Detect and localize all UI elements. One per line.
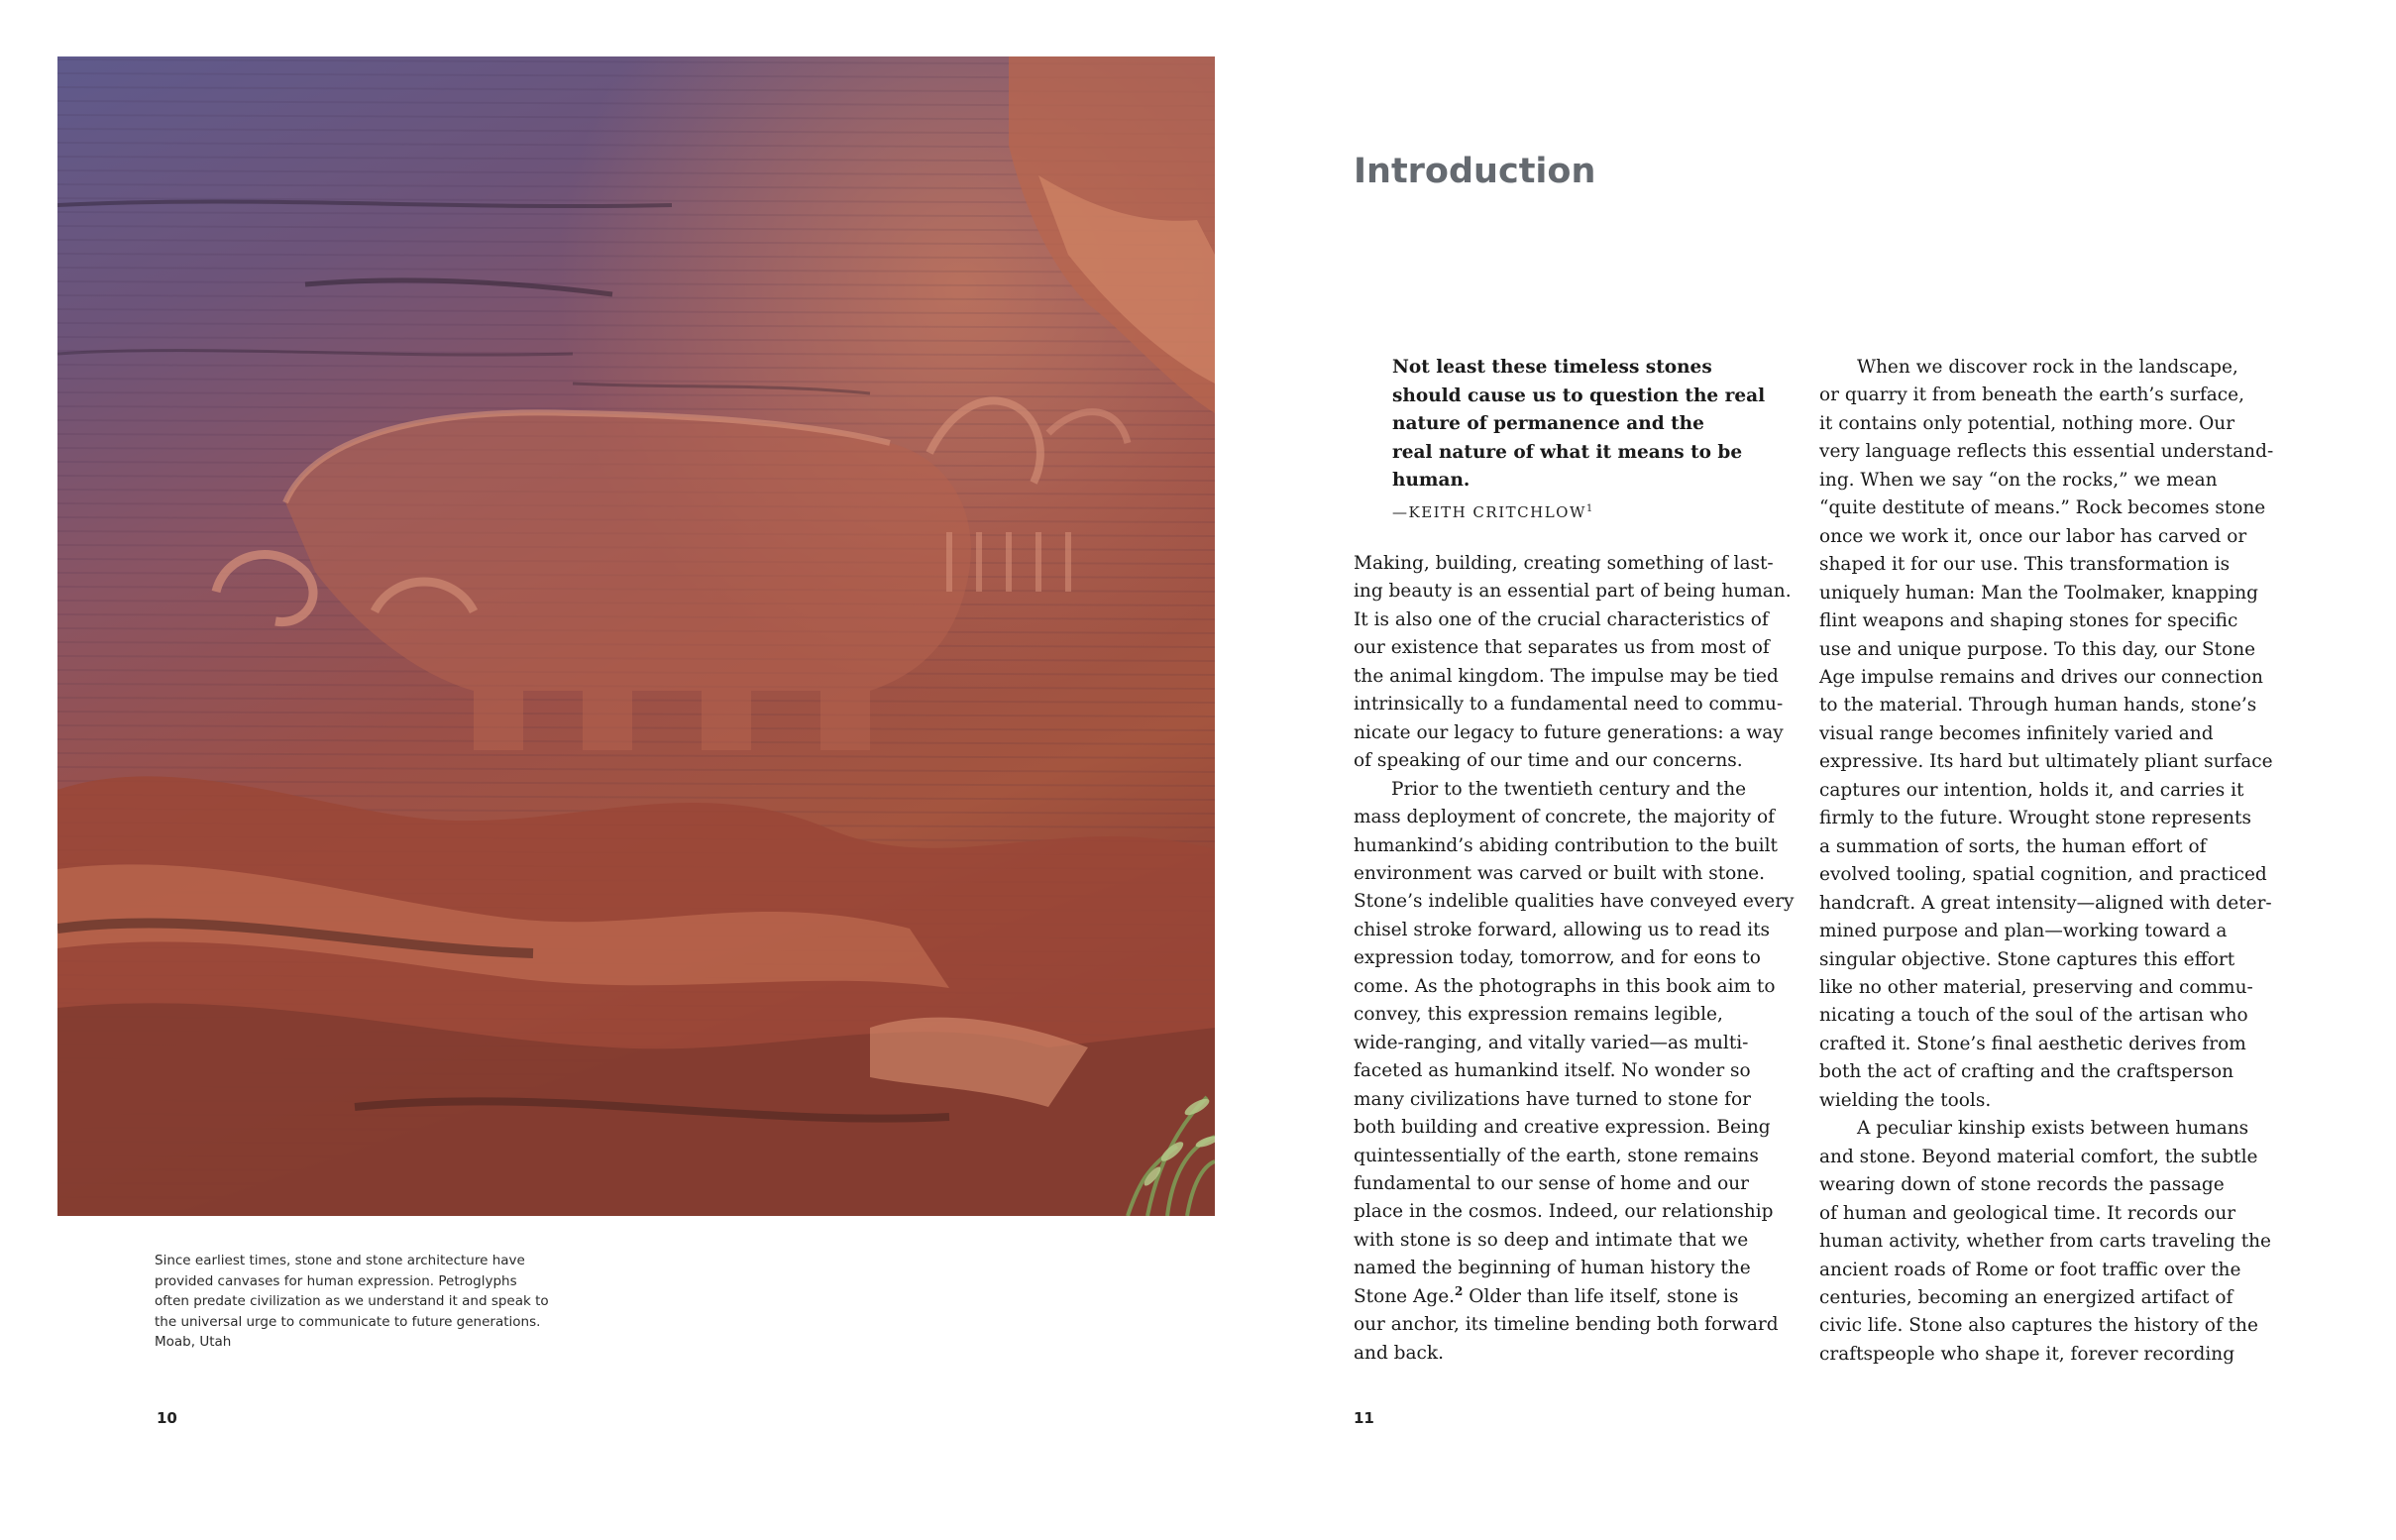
body-line: human activity, whether from carts traveling the bbox=[1819, 1231, 2271, 1253]
epigraph-attribution bbox=[1392, 495, 1769, 527]
body-line: centuries, becoming an energized artifact of bbox=[1819, 1286, 2233, 1308]
body-line: with stone is so deep and intimate that we bbox=[1354, 1229, 1749, 1251]
body-line: and stone. Beyond material comfort, the subtle bbox=[1819, 1146, 2258, 1167]
body-line: ing. When we say “on the rocks,” we mean bbox=[1819, 469, 2218, 491]
epigraph-line: nature of permanence and the bbox=[1392, 413, 1704, 434]
caption-line: Moab, Utah bbox=[155, 1334, 232, 1351]
body-line: uniquely human: Man the Toolmaker, knapping bbox=[1819, 582, 2258, 604]
body-line: faceted as humankind itself. No wonder so bbox=[1354, 1060, 1751, 1082]
epigraph-line: should cause us to question the real bbox=[1392, 385, 1766, 406]
body-line: crafted it. Stone’s final aesthetic derives from bbox=[1819, 1033, 2246, 1054]
body-line: nicating a touch of the soul of the artisan who bbox=[1819, 1005, 2248, 1027]
footnote-marker: 1 bbox=[1585, 502, 1593, 514]
footnote-marker: 2 bbox=[1455, 1283, 1464, 1298]
body-line: Age impulse remains and drives our connection bbox=[1819, 666, 2263, 688]
body-line: once we work it, once our labor has carved or bbox=[1819, 525, 2247, 547]
body-line: nicate our legacy to future generations: a way bbox=[1354, 721, 1784, 743]
body-line: Stone’s indelible qualities have conveyed every bbox=[1354, 891, 1795, 913]
body-line: environment was carved or built with stone. bbox=[1354, 862, 1766, 884]
body-line: ing beauty is an essential part of being human. bbox=[1354, 581, 1792, 603]
body-line: captures our intention, holds it, and carries it bbox=[1819, 779, 2244, 801]
epigraph bbox=[1392, 354, 1769, 526]
body-line: ancient roads of Rome or foot traffic over the bbox=[1819, 1259, 2241, 1280]
body-line: come. As the photographs in this book aim to bbox=[1354, 975, 1776, 997]
page-number-left: 10 bbox=[157, 1409, 177, 1427]
body-line: firmly to the future. Wrought stone represents bbox=[1819, 808, 2251, 829]
body-line: expressive. Its hard but ultimately pliant surface bbox=[1819, 751, 2273, 773]
body-line: fundamental to our sense of home and our bbox=[1354, 1172, 1749, 1194]
body-line: both building and creative expression. Being bbox=[1354, 1117, 1771, 1139]
attribution-name: —KEITH CRITCHLOW bbox=[1392, 502, 1586, 521]
body-line: like no other material, preserving and commu- bbox=[1819, 976, 2253, 998]
body-line: wielding the tools. bbox=[1819, 1089, 1992, 1111]
caption-line: the universal urge to communicate to future generations. bbox=[155, 1313, 541, 1330]
body-line: convey, this expression remains legible, bbox=[1354, 1004, 1723, 1026]
body-column-left bbox=[1354, 550, 1795, 1368]
photo-caption bbox=[155, 1251, 591, 1353]
body-line: shaped it for our use. This transformation is bbox=[1819, 554, 2231, 576]
body-line: quintessentially of the earth, stone remains bbox=[1354, 1145, 1759, 1166]
body-line: intrinsically to a fundamental need to commu- bbox=[1354, 694, 1784, 715]
body-line: It is also one of the crucial characteristics of bbox=[1354, 608, 1769, 630]
page-number-right: 11 bbox=[1354, 1409, 1374, 1427]
body-line: craftspeople who shape it, forever recording bbox=[1819, 1343, 2235, 1365]
body-column-right bbox=[1819, 354, 2274, 1369]
body-line: chisel stroke forward, allowing us to read its bbox=[1354, 919, 1771, 940]
body-line: humankind’s abiding contribution to the built bbox=[1354, 834, 1778, 856]
page-title: Introduction bbox=[1354, 152, 1596, 191]
body-line: use and unique purpose. To this day, our Stone bbox=[1819, 638, 2256, 660]
body-line: and back. bbox=[1354, 1342, 1444, 1364]
body-line: A peculiar kinship exists between humans bbox=[1857, 1118, 2249, 1140]
body-line: to the material. Through human hands, stone’s bbox=[1819, 695, 2257, 716]
body-line: mass deployment of concrete, the majority of bbox=[1354, 807, 1776, 828]
body-line: “quite destitute of means.” Rock becomes stone bbox=[1819, 497, 2266, 519]
body-line: named the beginning of human history the bbox=[1354, 1258, 1751, 1279]
caption-line: Since earliest times, stone and stone architecture have bbox=[155, 1253, 525, 1268]
body-line: it contains only potential, nothing more. Our bbox=[1819, 412, 2235, 434]
body-line-stone-age bbox=[1354, 1283, 1780, 1311]
petroglyph-photo bbox=[57, 56, 1215, 1216]
body-line: singular objective. Stone captures this effort bbox=[1819, 948, 2235, 970]
body-line: of speaking of our time and our concerns. bbox=[1354, 750, 1743, 772]
petroglyph-illustration bbox=[57, 56, 1215, 1216]
body-line: both the act of crafting and the craftsperson bbox=[1819, 1061, 2234, 1083]
body-line: civic life. Stone also captures the history of the bbox=[1819, 1315, 2258, 1337]
body-line: visual range becomes infinitely varied and bbox=[1819, 722, 2214, 744]
body-line: handcraft. A great intensity—aligned with deter- bbox=[1819, 892, 2272, 914]
stone-age-text: Stone Age. bbox=[1354, 1285, 1456, 1307]
body-line: Prior to the twentieth century and the bbox=[1391, 778, 1747, 800]
body-line: evolved tooling, spatial cognition, and practiced bbox=[1819, 864, 2267, 886]
body-line: very language reflects this essential understand- bbox=[1819, 441, 2274, 463]
body-line: or quarry it from beneath the earth’s surface, bbox=[1819, 385, 2244, 406]
body-line: When we discover rock in the landscape, bbox=[1857, 357, 2238, 378]
body-line: our existence that separates us from most of bbox=[1354, 637, 1770, 659]
body-line: Making, building, creating something of last- bbox=[1354, 553, 1774, 574]
body-line: wide-ranging, and vitally varied—as multi- bbox=[1354, 1032, 1749, 1053]
caption-line: often predate civilization as we understand it and speak to bbox=[155, 1293, 549, 1310]
stone-age-tail: Older than life itself, stone is bbox=[1463, 1285, 1739, 1307]
body-line: a summation of sorts, the human effort of bbox=[1819, 835, 2207, 857]
body-line: place in the cosmos. Indeed, our relationship bbox=[1354, 1201, 1774, 1223]
body-line: flint weapons and shaping stones for specific bbox=[1819, 610, 2238, 632]
body-line: mined purpose and plan—working toward a bbox=[1819, 921, 2228, 942]
epigraph-line: Not least these timeless stones bbox=[1392, 357, 1712, 378]
body-line: wearing down of stone records the passage bbox=[1819, 1174, 2225, 1196]
body-line: of human and geological time. It records our bbox=[1819, 1202, 2236, 1224]
body-line: the animal kingdom. The impulse may be tied bbox=[1354, 665, 1779, 687]
epigraph-line: human. bbox=[1392, 470, 1470, 491]
epigraph-line: real nature of what it means to be bbox=[1392, 441, 1743, 463]
body-line: our anchor, its timeline bending both forward bbox=[1354, 1314, 1779, 1336]
body-line: many civilizations have turned to stone for bbox=[1354, 1088, 1751, 1110]
caption-line: provided canvases for human expression. Petroglyphs bbox=[155, 1272, 517, 1289]
body-line: expression today, tomorrow, and for eons to bbox=[1354, 947, 1761, 969]
